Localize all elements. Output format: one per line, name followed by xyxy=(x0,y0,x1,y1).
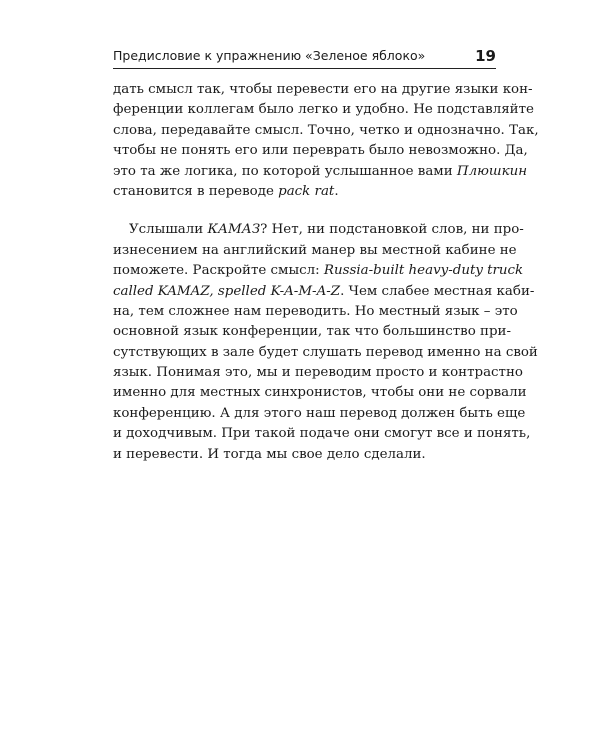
text-line: основной язык конференции, так что большинство при- xyxy=(113,324,511,340)
text-line: и доходчивым. При такой подаче они смогут все и понять, xyxy=(113,426,531,442)
text-line: дать смысл так, чтобы перевести его на другие языки кон- xyxy=(113,82,533,97)
paragraph-gap xyxy=(113,202,496,220)
text-line: это та же логика, по которой услышанное вами Плюшкин xyxy=(113,163,528,179)
text-line: изнесением на английский манер вы местной кабине не xyxy=(113,242,517,258)
text-line: сутствующих в зале будет слушать перевод именно на свой xyxy=(113,344,538,360)
body-text xyxy=(113,80,539,465)
text-line: становится в переводе pack rat. xyxy=(113,183,339,199)
italic-term: called KAMAZ, spelled K-A-M-A-Z xyxy=(113,283,341,299)
text-line: на, тем сложнее нам переводить. Но местный язык – это xyxy=(113,303,518,319)
text-line: именно для местных синхронистов, чтобы они не сорвали xyxy=(113,385,527,401)
paragraph-1 xyxy=(113,80,539,202)
italic-term: Russia-built heavy-duty truck xyxy=(323,263,524,279)
text-line: Услышали КАМАЗ? Нет, ни подстановкой слов, ни про- xyxy=(129,222,524,238)
page-number: 19 xyxy=(475,47,496,65)
text-line: слова, передавайте смысл. Точно, четко и однозначно. Так, xyxy=(113,122,539,138)
text-line: язык. Понимая это, мы и переводим просто и контрастно xyxy=(113,365,523,381)
italic-term: Плюшкин xyxy=(456,163,528,179)
text-line: called KAMAZ, spelled K-A-M-A-Z. Чем слабее местная каби- xyxy=(113,283,535,299)
text-line: конференцию. А для этого наш перевод должен быть еще xyxy=(113,405,526,421)
text-line: чтобы не понять его или переврать было невозможно. Да, xyxy=(113,143,528,159)
italic-term: pack rat xyxy=(278,183,335,199)
text-line: поможете. Раскройте смысл: Russia-built heavy-duty truck xyxy=(113,263,524,279)
text-line: и перевести. И тогда мы свое дело сделали. xyxy=(113,446,426,462)
running-title: Предисловие к упражнению «Зеленое яблоко» xyxy=(113,48,426,63)
paragraph-2 xyxy=(113,220,538,465)
running-head xyxy=(113,44,496,69)
italic-term: КАМАЗ xyxy=(207,222,261,238)
text-line: ференции коллегам было легко и удобно. Не подставляйте xyxy=(113,102,534,118)
